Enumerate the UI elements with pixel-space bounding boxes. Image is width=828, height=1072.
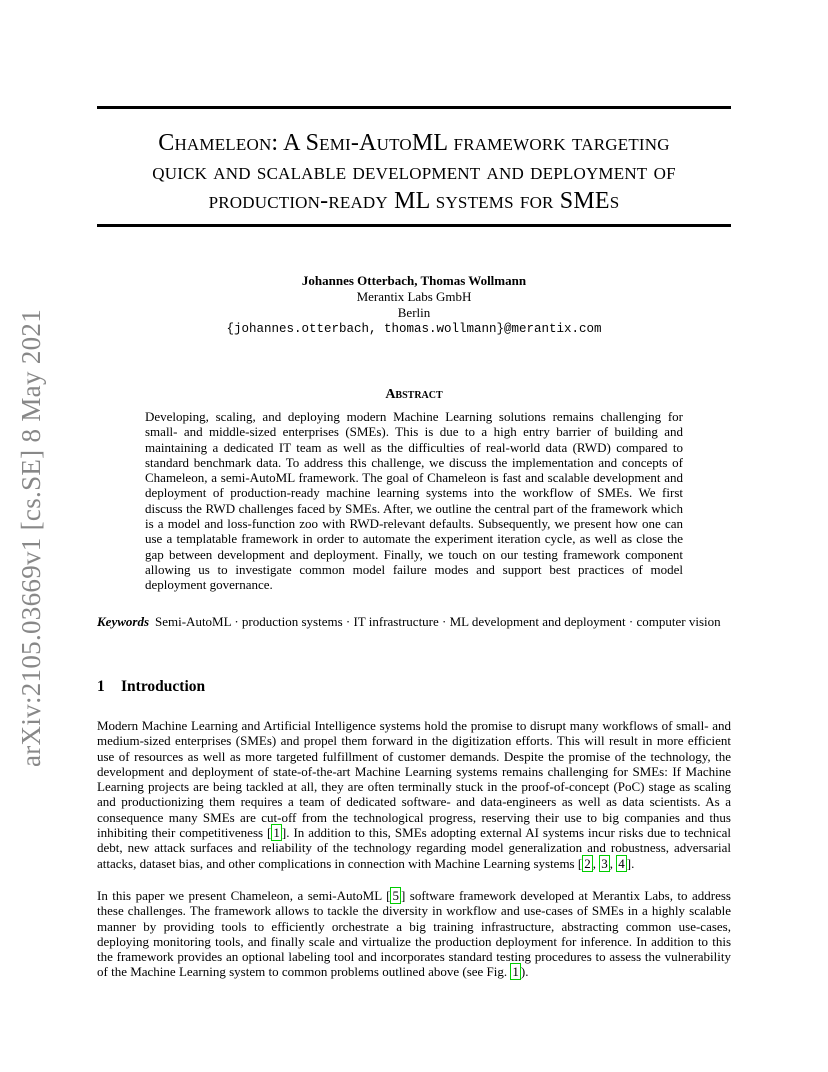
citation-5[interactable]: 5 [392, 888, 399, 903]
keywords-text: Semi-AutoML · production systems · IT infrastructure · ML development and deployment · computer vision [155, 614, 721, 629]
figure-ref-1[interactable]: 1 [512, 964, 519, 980]
paragraph-text: ). [520, 964, 529, 980]
section-number: 1 [97, 678, 105, 695]
section-heading-introduction [97, 678, 205, 696]
introduction-paragraph-1: Modern Machine Learning and Artificial Intelligence systems hold the promise to disrupt many workflows of small- and medium-sized enterprises (SMEs) and propel them forward in the digitization efforts. This will result in more efficient use of resources as well as more targeted fulfillment of customer demands. Despite the promise of the technology, the development and deployment of state-of-the-art Machine Learning systems remains challenging for SMEs: If Machine Learning projects are being tackled at all, they are often terminally stuck in the proof-of-concept (PoC) stage as scaling and productionizing them requires a team of dedicated software- and data-engineers as well as data scientists. As a consequence many SMEs are cut-off from the technological progress, reserving their use to big companies and thus inhibiting their competitiveness [ 1 ]. In addition to this, SMEs adopting external AI systems incur risks due to technical debt, new attack surfaces and reliability of the technology regarding model generalization and robustness, adversarial attacks, dataset bias, and other complications in connection with Machine Learning systems [ 2 , 3 , 4 ]. [97, 718, 731, 871]
title-line-3: production-ready ML systems for SMEs [208, 188, 620, 214]
citation-link[interactable] [616, 855, 627, 872]
paragraph-text: . [631, 855, 635, 871]
citation-link[interactable] [390, 887, 401, 904]
citation-4[interactable]: 4 [618, 855, 625, 871]
author-names: Johannes Otterbach, Thomas Wollmann [301, 273, 527, 288]
section-title: Introduction [121, 678, 206, 695]
paper-title [97, 129, 731, 216]
author-affiliation: Merantix Labs GmbH [356, 289, 472, 304]
paragraph-text: Modern Machine Learning and Artificial Intelligence systems hold the promise to disrupt many workflows of small- and medium-sized enterprises (SMEs) and propel them forward in the digitization efforts. This will result in more efficient use of resources as well as more targeted fulfillment of customer demands. Despite the promise of the technology, the development and deployment of state-of-the-art Machine Learning systems remains challenging for SMEs: If Machine Learning projects are being tackled at all, they are often terminally stuck in the proof-of-concept (PoC) stage as scaling and productionizing them requires a team of dedicated software- and data-engineers as well as data scientists. As a consequence many SMEs are cut-off from the technological progress, reserving their use to big companies and thus inhibiting their competitiveness [97, 718, 731, 841]
introduction-paragraph-2: In this paper we present Chameleon, a semi-AutoML [ 5 ] software framework developed at Merantix Labs, to address these challenges. The framework allows to tackle the diversity in workflow and use-cases of SMEs in a highly scalable manner by providing tools to efficiently orchestrate a big training infrastructure, abstracting common use-cases, deploying monitoring tools, and finally scale and virtualize the production deployment for inference. In addition to this the framework provides an optional labeling tool and incorporates standard testing procedures to assess the vulnerability of the Machine Learning system to common problems outlined above (see Fig. 1 ). [97, 888, 731, 980]
author-email: {johannes.otterbach, thomas.wollmann}@merantix.com [226, 322, 602, 336]
figure-reference-link[interactable] [510, 963, 521, 980]
arxiv-identifier: arXiv:2105.03669v1 [cs.SE] 8 May 2021 [16, 308, 46, 768]
author-city: Berlin [397, 305, 431, 320]
keywords-label: Keywords [97, 614, 149, 629]
citation-link[interactable] [599, 855, 610, 872]
paragraph-text: In this paper we present Chameleon, a semi-AutoML [97, 888, 387, 903]
title-line-1: Chameleon: A Semi-AutoML framework targeting [158, 130, 670, 156]
title-bottom-rule [97, 224, 731, 227]
citation-3[interactable]: 3 [601, 855, 608, 871]
keywords-block [97, 614, 731, 629]
abstract-heading: Abstract [385, 387, 443, 402]
paragraph-text: . In addition to this, SMEs adopting external AI systems incur risks due to technical debt, new attack surfaces and reliability of the technology regarding model generalization and robustness, adversarial attacks, dataset bias, and other complications in connection with Machine Learning systems [97, 825, 731, 871]
citation-link[interactable] [271, 824, 282, 841]
title-line-2: quick and scalable development and deployment of [152, 159, 676, 185]
title-top-rule [97, 106, 731, 109]
paragraph-text: software framework developed at Merantix Labs, to address these challenges. The framework allows to tackle the diversity in workflow and use-cases of SMEs in a highly scalable manner by providing tools to efficiently orchestrate a big training infrastructure, abstracting common use-cases, deploying monitoring tools, and finally scale and virtualize the production deployment for inference. In addition to this the framework provides an optional labeling tool and incorporates standard testing procedures to assess the vulnerability of the Machine Learning system to common problems outlined above (see Fig. [97, 888, 731, 980]
citation-1[interactable]: 1 [273, 825, 280, 841]
citation-2[interactable]: 2 [584, 855, 591, 871]
author-block [97, 273, 731, 337]
abstract-text: Developing, scaling, and deploying modern Machine Learning solutions remains challenging for small- and middle-sized enterprises (SMEs). This is due to a high entry barrier of building and maintaining a dedicated IT team as well as the difficulties of real-world data (RWD) compared to standard benchmark data. To address this challenge, we discuss the implementation and concepts of Chameleon, a semi-AutoML framework. The goal of Chameleon is fast and scalable development and deployment of production-ready machine learning systems into the workflow of SMEs. We first discuss the RWD challenges faced by SMEs. After, we outline the central part of the framework which is a model and loss-function zoo with RWD-relevant defaults. Subsequently, we present how one can use a templatable framework in order to automate the experiment iteration cycle, as well as close the gap between development and deployment. Finally, we touch on our testing framework component allowing us to investigate common model failure modes and support best practices of model deployment governance. [145, 409, 683, 593]
citation-link[interactable] [582, 855, 593, 872]
